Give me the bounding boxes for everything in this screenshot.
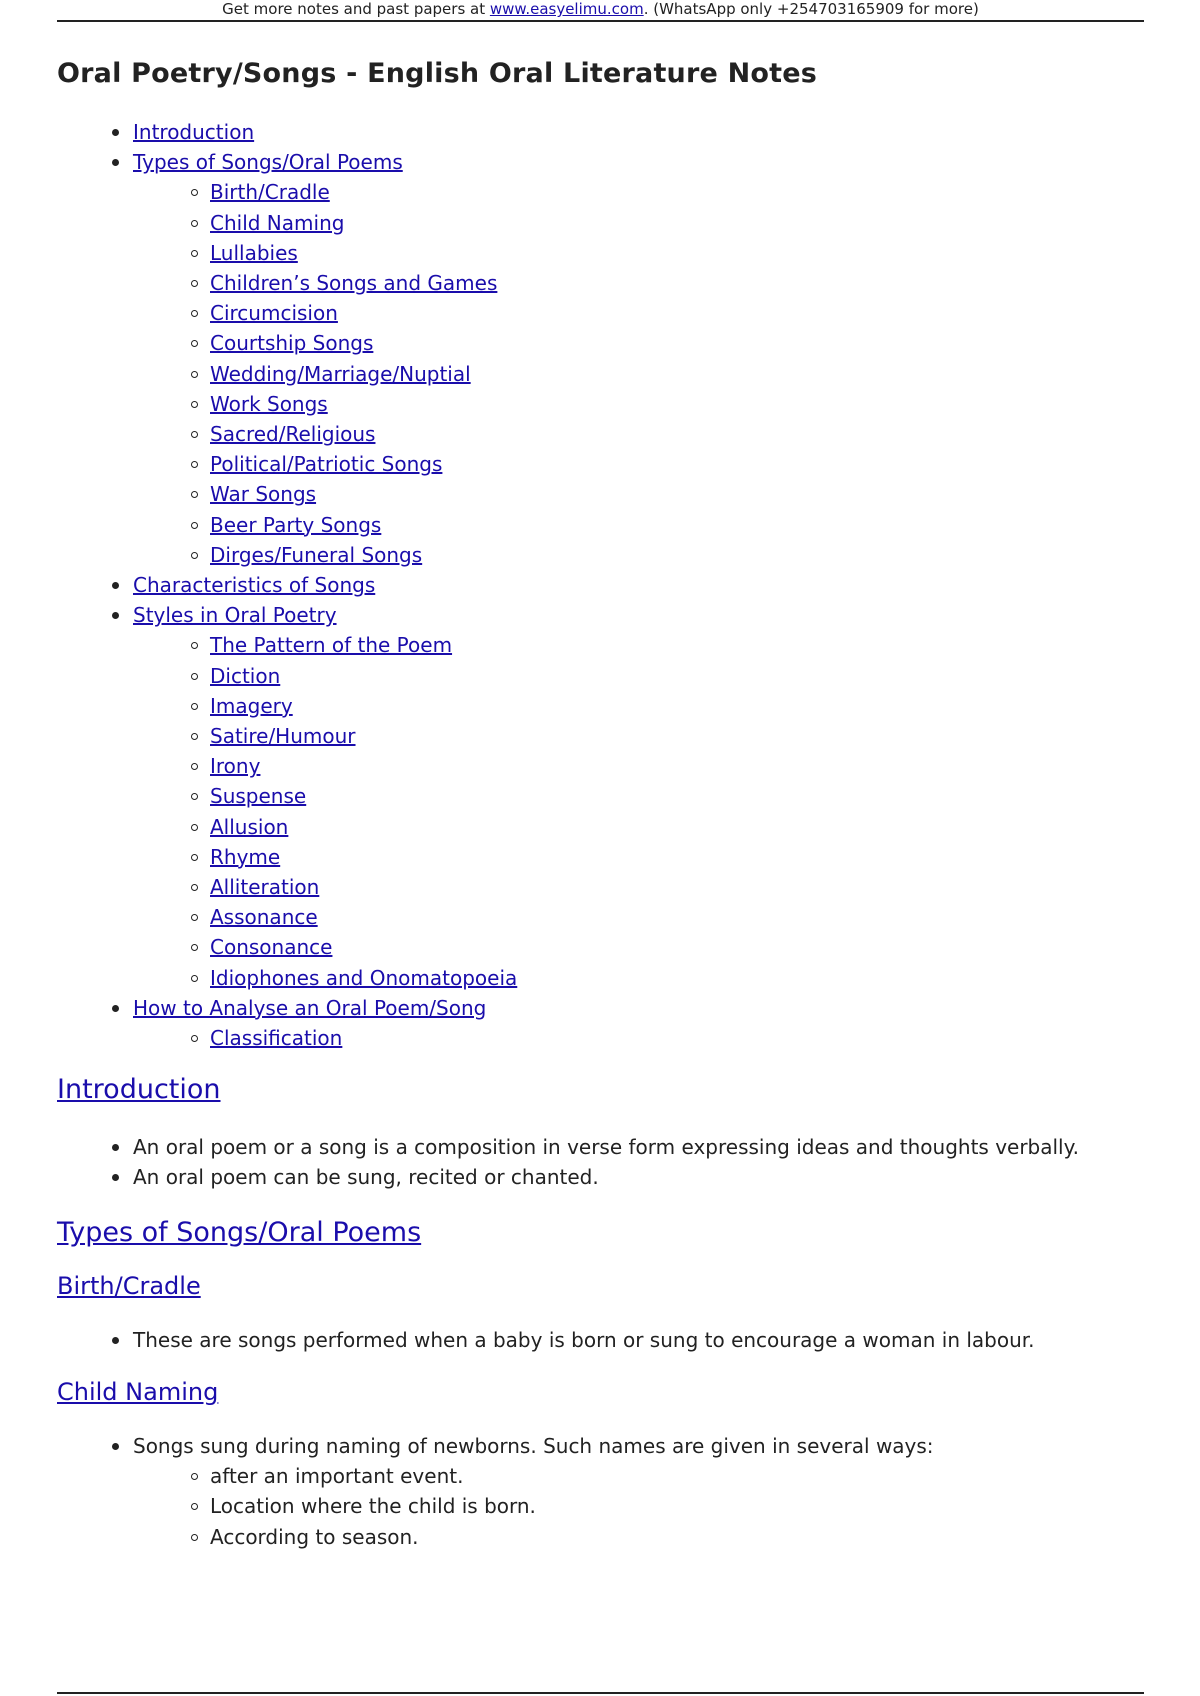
toc-subitem <box>133 781 1137 811</box>
section-heading-birth-cradle[interactable] <box>57 1272 201 1300</box>
header-prefix: Get more notes and past papers at <box>222 0 490 18</box>
toc-link-child-naming[interactable]: Child Naming <box>210 210 345 235</box>
footer-rule <box>57 1692 1144 1694</box>
naming-body <box>57 1431 1147 1552</box>
toc-link-irony[interactable]: Irony <box>210 754 261 779</box>
toc-subitem <box>133 419 1137 449</box>
list-subitem: after an important event. <box>133 1461 1147 1491</box>
list-item: An oral poem can be sung, recited or chanted. <box>57 1162 1147 1192</box>
toc-subitem <box>133 963 1137 993</box>
toc-subitem <box>133 661 1137 691</box>
naming-bullet-text: Songs sung during naming of newborns. Such names are given in several ways: <box>133 1434 934 1458</box>
birth-list <box>57 1325 1147 1355</box>
toc-item <box>57 993 1137 1053</box>
table-of-contents <box>57 117 1137 1053</box>
toc-subitem <box>133 479 1137 509</box>
toc-subitem <box>133 389 1137 419</box>
toc-subitem <box>133 208 1137 238</box>
page-header <box>57 0 1144 22</box>
toc-item <box>57 570 1137 600</box>
toc-link-styles[interactable]: Styles in Oral Poetry <box>133 603 337 628</box>
toc-subitem <box>133 238 1137 268</box>
toc-subitem <box>133 932 1137 962</box>
toc-subitem <box>133 328 1137 358</box>
toc-link-wedding[interactable]: Wedding/Marriage/Nuptial <box>210 361 471 386</box>
toc-link-childrens-songs[interactable]: Children’s Songs and Games <box>210 271 498 296</box>
naming-sublist <box>133 1461 1147 1552</box>
toc-item <box>57 117 1137 147</box>
toc-link-satire[interactable]: Satire/Humour <box>210 724 356 749</box>
toc-subitem <box>133 268 1137 298</box>
list-item: These are songs performed when a baby is born or sung to encourage a woman in labour. <box>57 1325 1147 1355</box>
introduction-heading-link[interactable]: Introduction <box>57 1074 221 1105</box>
toc-item <box>57 147 1137 570</box>
toc-subitem <box>133 721 1137 751</box>
toc-link-birth-cradle[interactable]: Birth/Cradle <box>210 180 330 205</box>
toc-link-alliteration[interactable]: Alliteration <box>210 875 320 900</box>
toc-subitem <box>133 872 1137 902</box>
toc-link-sacred-religious[interactable]: Sacred/Religious <box>210 422 376 447</box>
toc-item <box>57 600 1137 993</box>
list-subitem: Location where the child is born. <box>133 1491 1147 1521</box>
toc-subitem <box>133 691 1137 721</box>
toc-link-imagery[interactable]: Imagery <box>210 693 293 718</box>
naming-heading-link[interactable]: Child Naming <box>57 1378 219 1406</box>
toc-subitem <box>133 359 1137 389</box>
section-heading-child-naming[interactable] <box>57 1378 218 1406</box>
toc-subitem <box>133 902 1137 932</box>
toc-subitem <box>133 177 1137 207</box>
toc-sublist <box>133 630 1137 992</box>
toc-subitem <box>133 751 1137 781</box>
toc-link-beer-party-songs[interactable]: Beer Party Songs <box>210 512 382 537</box>
list-subitem: According to season. <box>133 1522 1147 1552</box>
header-website-link[interactable]: www.easyelimu.com <box>489 0 644 18</box>
introduction-list <box>57 1132 1147 1192</box>
section-heading-types[interactable] <box>57 1217 421 1248</box>
toc-link-idiophones[interactable]: Idiophones and Onomatopoeia <box>210 965 518 990</box>
toc-link-consonance[interactable]: Consonance <box>210 935 333 960</box>
page-title: Oral Poetry/Songs - English Oral Literature Notes <box>57 58 818 89</box>
toc-link-classification[interactable]: Classification <box>210 1026 343 1051</box>
toc-link-circumcision[interactable]: Circumcision <box>210 301 338 326</box>
toc-link-rhyme[interactable]: Rhyme <box>210 844 281 869</box>
toc-link-pattern[interactable]: The Pattern of the Poem <box>210 633 453 658</box>
toc-link-suspense[interactable]: Suspense <box>210 784 307 809</box>
introduction-body <box>57 1132 1147 1192</box>
toc-link-lullabies[interactable]: Lullabies <box>210 240 298 265</box>
list-item: An oral poem or a song is a composition in verse form expressing ideas and thoughts verbally. <box>57 1132 1147 1162</box>
toc-sublist <box>133 1023 1137 1053</box>
toc-link-introduction[interactable]: Introduction <box>133 120 255 144</box>
header-suffix: . (WhatsApp only +254703165909 for more) <box>643 0 979 18</box>
toc-subitem <box>133 842 1137 872</box>
toc-subitem <box>133 449 1137 479</box>
toc-subitem <box>133 510 1137 540</box>
types-heading-link[interactable]: Types of Songs/Oral Poems <box>57 1217 422 1248</box>
list-item <box>57 1431 1147 1552</box>
toc-subitem <box>133 630 1137 660</box>
toc-link-types-of-songs[interactable]: Types of Songs/Oral Poems <box>133 150 403 175</box>
toc-sublist <box>133 177 1137 570</box>
toc-link-dirges[interactable]: Dirges/Funeral Songs <box>210 542 423 567</box>
toc-link-assonance[interactable]: Assonance <box>210 905 318 930</box>
toc-link-characteristics[interactable]: Characteristics of Songs <box>133 573 376 598</box>
toc-link-diction[interactable]: Diction <box>210 663 281 688</box>
toc-link-how-to-analyse[interactable]: How to Analyse an Oral Poem/Song <box>133 995 487 1020</box>
birth-body <box>57 1325 1147 1355</box>
birth-heading-link[interactable]: Birth/Cradle <box>57 1272 201 1300</box>
toc-link-political-songs[interactable]: Political/Patriotic Songs <box>210 452 443 477</box>
naming-list <box>57 1431 1147 1552</box>
section-heading-introduction[interactable] <box>57 1074 221 1105</box>
toc-link-allusion[interactable]: Allusion <box>210 814 289 839</box>
toc-subitem <box>133 1023 1137 1053</box>
toc-subitem <box>133 812 1137 842</box>
toc-list <box>57 117 1137 1053</box>
toc-subitem <box>133 298 1137 328</box>
toc-link-courtship-songs[interactable]: Courtship Songs <box>210 331 374 356</box>
toc-link-work-songs[interactable]: Work Songs <box>210 391 328 416</box>
toc-subitem <box>133 540 1137 570</box>
toc-link-war-songs[interactable]: War Songs <box>210 482 317 507</box>
